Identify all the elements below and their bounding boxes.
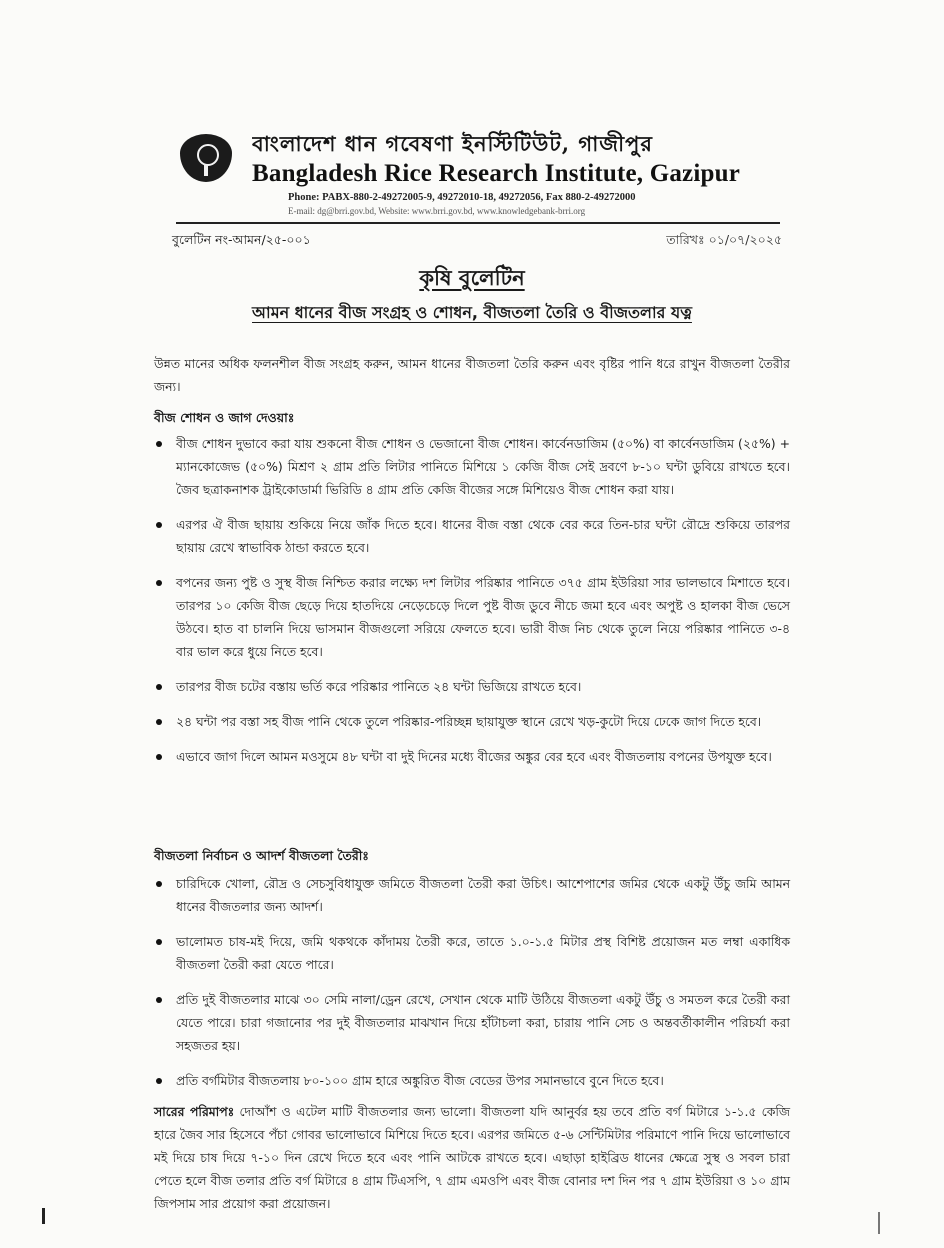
list-item: চারিদিকে খোলা, রৌদ্র ও সেচসুবিধাযুক্ত জমিতে বীজতলা তৈরী করা উচিৎ। আশেপাশের জমির থেকে একটু উঁচু জমি আমন ধানের বীজতলার জন্য আদর্শ। — [154, 872, 790, 918]
page-subtitle-text: আমন ধানের বীজ সংগ্রহ ও শোধন, বীজতলা তৈরি ও বীজতলার যত্ন — [252, 303, 692, 322]
seed-treatment-list — [154, 432, 790, 780]
fertilizer-label: সারের পরিমাপঃ — [154, 1104, 235, 1119]
institute-name-bangla: বাংলাদেশ ধান গবেষণা ইনস্টিটিউট, গাজীপুর — [252, 131, 653, 156]
list-item: এভাবে জাগ দিলে আমন মওসুমে ৪৮ ঘন্টা বা দুই দিনের মধ্যে বীজের অঙ্কুর বের হবে এবং বীজতলায় বপনের উপযুক্ত হবে। — [154, 745, 790, 768]
section-heading-seedbed: বীজতলা নির্বাচন ও আদর্শ বীজতলা তৈরীঃ — [154, 848, 369, 863]
page-subtitle — [0, 300, 944, 327]
logo-emblem — [197, 144, 219, 166]
meta-row — [172, 232, 782, 254]
contact-phone: Phone: PABX-880-2-49272005-9, 49272010-18, 49272056, Fax 880-2-49272000 — [288, 192, 636, 203]
section-heading-seed-treatment: বীজ শোধন ও জাগ দেওয়াঃ — [154, 410, 295, 425]
page-title — [0, 262, 944, 297]
bulletin-number: বুলেটিন নং-আমন/২৫-০০১ — [172, 232, 311, 247]
letterhead — [176, 126, 776, 222]
list-item: ২৪ ঘন্টা পর বস্তা সহ বীজ পানি থেকে তুলে পরিষ্কার-পরিচ্ছন্ন ছায়াযুক্ত স্থানে রেখে খড়-কুটো দিয়ে ঢেকে জাগ দিতে হবে। — [154, 710, 790, 733]
brri-logo-icon — [180, 134, 232, 182]
contact-web: E-mail: dg@brri.gov.bd, Website: www.brri.gov.bd, www.knowledgebank-brri.org — [288, 206, 586, 216]
list-item: তারপর বীজ চটের বস্তায় ভর্তি করে পরিষ্কার পানিতে ২৪ ঘন্টা ভিজিয়ে রাখতে হবে। — [154, 675, 790, 698]
fertilizer-text: দোআঁশ ও এটেল মাটি বীজতলার জন্য ভালো। বীজতলা যদি আনুর্বর হয় তবে প্রতি বর্গ মিটারে ১-১.৫ কেজি হারে জৈব সার হিসেবে পঁচা গোবর ভালোভাবে মিশিয়ে দিতে হবে। এরপর জমিতে ৫-৬ সেন্টিমিটার পরিমাণে পানি দিয়ে ভালোভাবে মই দিয়ে চাষ দিয়ে ৭-১০ দিন রেখে দিতে হবে এবং পানি আটকে রাখতে হবে। এছাড়া হাইব্রিড ধানের ক্ষেত্রে সুস্থ ও সবল চারা পেতে হলে বীজ তলার প্রতি বর্গ মিটারে ৪ গ্রাম টিএসপি, ৭ গ্রাম এমওপি এবং বীজ বোনার দশ দিন পর ৭ গ্রাম ইউরিয়া ও ১০ গ্রাম জিপসাম সার প্রয়োগ করা প্রয়োজন। — [154, 1104, 790, 1211]
list-item: বীজ শোধন দুভাবে করা যায় শুকনো বীজ শোধন ও ভেজানো বীজ শোধন। কার্বেনডাজিম (৫০%) বা কার্বেনডাজিম (২৫%) + ম্যানকোজেভ (৫০%) মিশ্রণ ২ গ্রাম প্রতি লিটার পানিতে মিশিয়ে ১ কেজি বীজ সেই দ্রবণে ৮-১০ ঘন্টা ডুবিয়ে রাখতে হবে। জৈব ছত্রাকনাশক ট্রাইকোডার্মা ভিরিডি ৪ গ্রাম প্রতি কেজি বীজের সঙ্গে মিশিয়েও বীজ শোধন করা যায়। — [154, 432, 790, 501]
seedbed-list — [154, 872, 790, 1104]
logo-stem — [204, 164, 208, 176]
list-item: এরপর ঐ বীজ ছায়ায় শুকিয়ে নিয়ে জাঁক দিতে হবে। ধানের বীজ বস্তা থেকে বের করে তিন-চার ঘন্টা রৌদ্রে শুকিয়ে তারপর ছায়ায় রেখে স্বাভাবিক ঠান্ডা করতে হবে। — [154, 513, 790, 559]
scan-mark — [878, 1212, 880, 1234]
list-item: ভালোমত চাষ-মই দিয়ে, জমি থকথকে কাঁদাময় তৈরী করে, তাতে ১.০-১.৫ মিটার প্রস্থ বিশিষ্ট প্রয়োজন মত লম্বা একাধিক বীজতলা তৈরী করা যেতে পারে। — [154, 930, 790, 976]
header-divider — [176, 222, 780, 224]
page-title-text: কৃষি বুলেটিন — [419, 266, 525, 290]
list-item: প্রতি দুই বীজতলার মাঝে ৩০ সেমি নালা/ড্রেন রেখে, সেখান থেকে মাটি উঠিয়ে বীজতলা একটু উঁচু ও সমতল করে তৈরী করা যেতে পারে। চারা গজানোর পর দুই বীজতলার মাঝখান দিয়ে হাঁটাচলা করা, চারায় পানি সেচ ও অন্তবর্তীকালীন পরিচর্যা করা সহজতর হয়। — [154, 988, 790, 1057]
fertilizer-paragraph — [154, 1100, 790, 1215]
bulletin-date: তারিখঃ ০১/০৭/২০২৫ — [666, 232, 782, 247]
list-item: প্রতি বর্গমিটার বীজতলায় ৮০-১০০ গ্রাম হারে অঙ্কুরিত বীজ বেডের উপর সমানভাবে বুনে দিতে হবে। — [154, 1069, 790, 1092]
list-item: বপনের জন্য পুষ্ট ও সুস্থ বীজ নিশ্চিত করার লক্ষ্যে দশ লিটার পরিষ্কার পানিতে ৩৭৫ গ্রাম ইউরিয়া সার ভালভাবে মিশাতে হবে। তারপর ১০ কেজি বীজ ছেড়ে দিয়ে হাতদিয়ে নেড়েচেড়ে দিলে পুষ্ট বীজ ডুবে নীচে জমা হবে এবং অপুষ্ট ও হালকা বীজ ভেসে উঠবে। হাত বা চালনি দিয়ে ভাসমান বীজগুলো সরিয়ে ফেলতে হবে। ভারী বীজ নিচ থেকে তুলে নিয়ে পরিষ্কার পানিতে ৩-৪ বার ভাল করে ধুয়ে নিতে হবে। — [154, 571, 790, 663]
institute-name-english: Bangladesh Rice Research Institute, Gazipur — [252, 160, 740, 187]
intro-paragraph: উন্নত মানের অধিক ফলনশীল বীজ সংগ্রহ করুন, আমন ধানের বীজতলা তৈরি করুন এবং বৃষ্টির পানি ধরে রাখুন বীজতলা তৈরীর জন্য। — [154, 356, 790, 394]
scan-mark — [42, 1208, 45, 1224]
